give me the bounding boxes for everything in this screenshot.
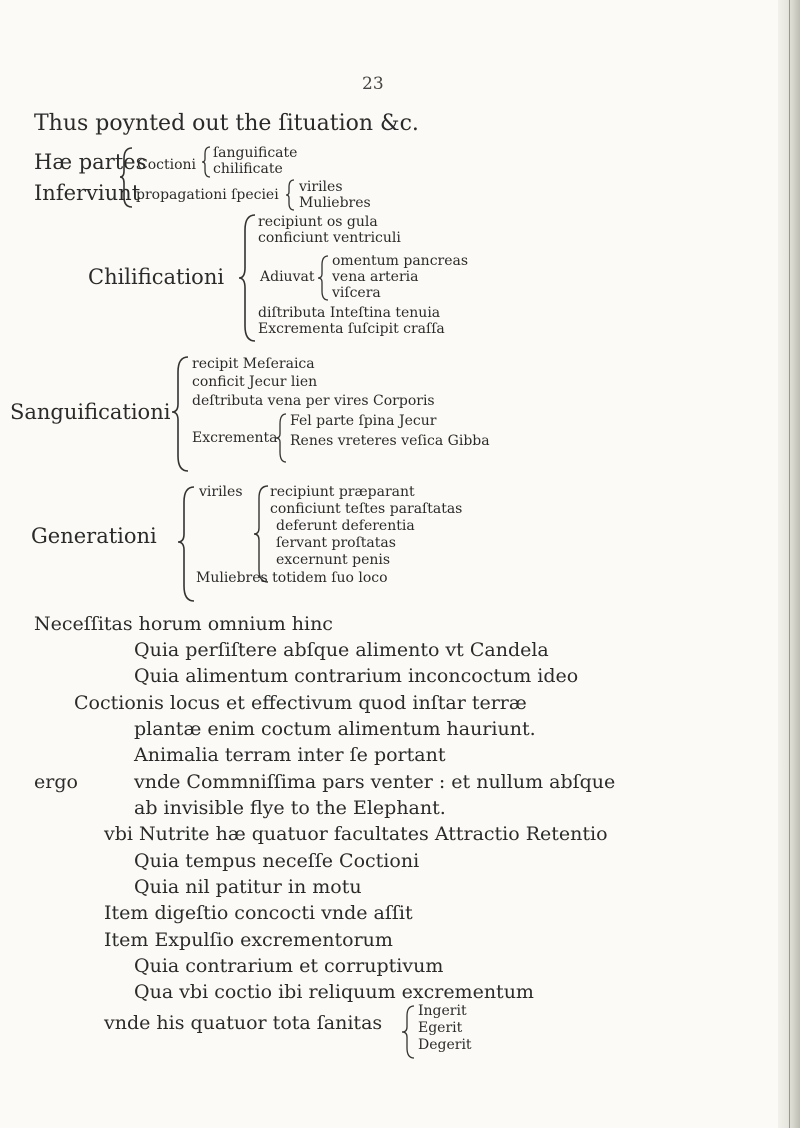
viriles-item-5: excernunt penis <box>276 552 391 568</box>
coctioni-label: Coctioni <box>137 157 197 173</box>
adiuvat-item-1: omentum pancreas <box>332 253 469 269</box>
chilificationi-item-1: recipiunt os gula <box>258 214 378 230</box>
partes-label-1: Hæ partes <box>34 150 147 174</box>
sanitas-brace <box>402 1004 416 1060</box>
coctioni-brace <box>202 145 212 179</box>
page-edge-line <box>789 0 790 1128</box>
page-title: Thus poynted out the ſituation &c. <box>34 111 419 136</box>
text-line-10: Quia tempus neceſſe Coctioni <box>134 850 420 872</box>
text-line-16: vnde his quatuor tota ſanitas <box>104 1012 383 1034</box>
viriles-item-4: ſervant proſtatas <box>276 535 396 551</box>
viriles-label: viriles <box>199 484 243 500</box>
sanguificationi-brace <box>172 354 190 474</box>
chilificationi-item-2: conficiunt ventriculi <box>258 230 401 246</box>
sanitas-item-2: Egerit <box>418 1020 463 1036</box>
page-number: 23 <box>362 74 384 94</box>
sanguificationi-item-2: conficit Jecur lien <box>192 374 318 390</box>
viriles-item-2: conficiunt teſtes paraſtatas <box>270 501 463 517</box>
sanguificationi-item-1: recipit Meſeraica <box>192 356 315 372</box>
propagationi-item-1: viriles <box>299 179 343 195</box>
text-line-13: Item Expulſio excrementorum <box>104 929 393 951</box>
adiuvat-label: Adiuvat <box>260 269 315 285</box>
adiuvat-item-3: viſcera <box>332 285 381 301</box>
excrementa-item-2: Renes vreteres veſica Gibba <box>290 433 490 449</box>
sanguificationi-label: Sanguificationi <box>10 400 171 424</box>
text-line-6: Animalia terram inter ſe portant <box>134 744 446 766</box>
partes-brace <box>120 145 136 210</box>
viriles-item-3: deferunt deferentia <box>276 518 415 534</box>
text-line-2: Quia perſiſtere abſque alimento vt Candela <box>134 639 549 661</box>
text-line-4: Coctionis locus et effectivum quod inſtar terræ <box>74 692 527 714</box>
chilificationi-item-4: Excrementa ſuſcipit craſſa <box>258 321 445 337</box>
chilificationi-label: Chilificationi <box>88 265 225 289</box>
sanitas-item-3: Degerit <box>418 1037 472 1053</box>
text-line-14: Quia contrarium et corruptivum <box>134 955 444 977</box>
excrementa-label: Excrementa <box>192 430 278 446</box>
adiuvat-item-2: vena arteria <box>332 269 419 285</box>
generationi-brace <box>178 484 196 604</box>
propagationi-brace <box>286 178 296 212</box>
excrementa-item-1: Fel parte ſpina Jecur <box>290 413 437 429</box>
text-line-9: vbi Nutrite hæ quatuor facultates Attractio Retentio <box>104 823 608 845</box>
text-line-3: Quia alimentum contrarium inconcoctum ideo <box>134 665 579 687</box>
excrementa-brace <box>276 412 288 464</box>
text-line-7: vnde Commniſſima pars venter : et nullum abſque <box>134 771 616 793</box>
chilificationi-item-3: diſtributa Inteſtina tenuia <box>258 305 441 321</box>
viriles-brace <box>254 484 270 584</box>
text-line-1: Neceſſitas horum omnium hinc <box>34 613 333 635</box>
adiuvat-brace <box>318 254 330 302</box>
chilificationi-brace <box>239 212 257 344</box>
propagationi-item-2: Muliebres <box>299 195 371 211</box>
propagationi-label: propagationi ſpeciei <box>136 187 279 203</box>
generationi-label: Generationi <box>31 524 157 548</box>
text-line-11: Quia nil patitur in motu <box>134 876 362 898</box>
text-line-8: ab invisible flye to the Elephant. <box>134 797 446 819</box>
text-line-12: Item digeſtio concocti vnde aſſit <box>104 902 413 924</box>
text-line-15: Qua vbi coctio ibi reliquum excrementum <box>134 981 534 1003</box>
text-line-5: plantæ enim coctum alimentum hauriunt. <box>134 718 536 740</box>
sanitas-item-1: Ingerit <box>418 1003 467 1019</box>
sanguificationi-item-3: deſtributa vena per vires Corporis <box>192 393 435 409</box>
ergo-label: ergo <box>34 771 78 793</box>
viriles-item-1: recipiunt præparant <box>270 484 415 500</box>
partes-label-2: Inferviunt <box>34 181 141 205</box>
coctioni-item-1: ſanguificate <box>213 145 298 161</box>
muliebres-line: Muliebres totidem ſuo loco <box>196 570 388 586</box>
coctioni-item-2: chilificate <box>213 161 283 177</box>
